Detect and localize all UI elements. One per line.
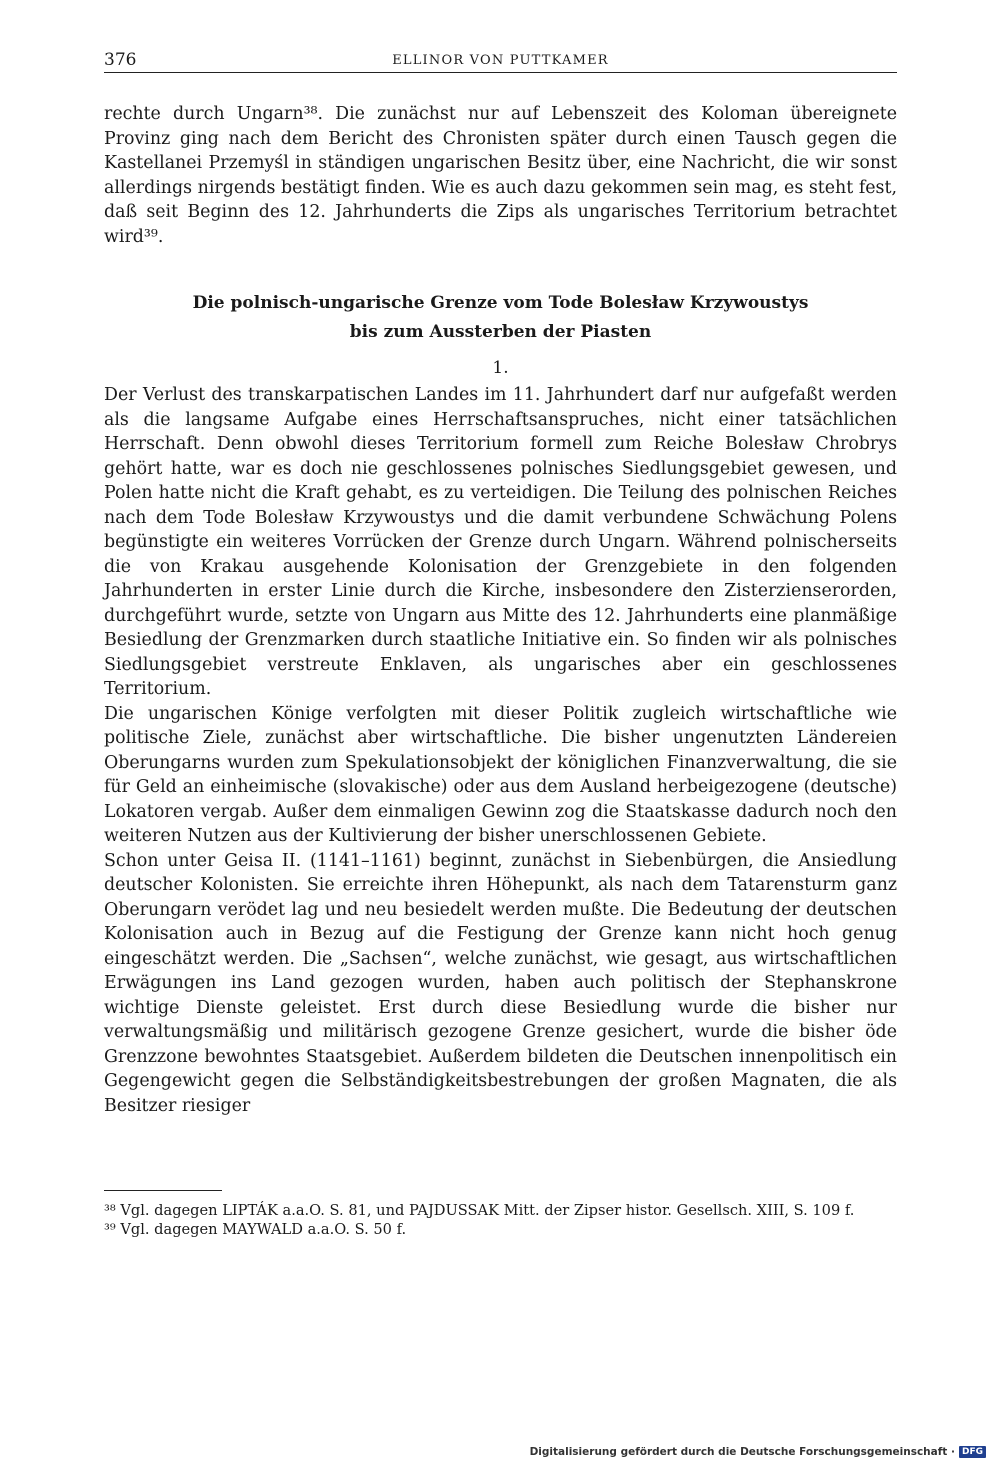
running-title: ELLINOR VON PUTTKAMER	[392, 53, 609, 68]
footnote: ³⁹ Vgl. dagegen MAYWALD a.a.O. S. 50 f.	[104, 1221, 407, 1238]
paragraph: Der Verlust des transkarpatischen Landes im 11. Jahrhundert darf nur aufgefaßt werden als die langsame Aufgabe eines Herrschaftsanspruches, nicht einer tatsächlichen Herrschaft. Denn obwohl dieses Territorium formell zum Reiche Bolesław Chrobrys gehört hatte, war es doch nie geschlossenes polnisches Siedlungsgebiet gewesen, und Polen hatte nicht die Kraft gehabt, es zu verteidigen. Die Teilung des polnischen Reiches nach dem Tode Bolesław Krzywoustys und die damit verbundene Schwächung Polens begünstigte ein weiteres Vorrücken der Grenze durch Ungarn. Während polnischerseits die von Krakau ausgehende Kolonisation der Grenzgebiete in den folgenden Jahrhunderten in erster Linie durch die Kirche, insbesondere den Zisterzienserorden, durchgeführt wurde, setzte von Ungarn aus Mitte des 12. Jahrhunderts eine planmäßige Besiedlung der Grenzmarken durch staatliche Initiative ein. So finden wir als polnisches Siedlungsgebiet verstreute Enklaven, als ungarisches aber ein geschlossenes Territorium.	[104, 385, 897, 699]
footnote: ³⁸ Vgl. dagegen LIPTÁK a.a.O. S. 81, und PAJDUSSAK Mitt. der Zipser histor. Gesellsch. XIII, S. 109 f.	[104, 1202, 855, 1219]
section-number: 1.	[492, 358, 509, 378]
footnotes	[104, 1201, 897, 1239]
digitization-credit	[530, 1446, 986, 1458]
section-heading-line: bis zum Aussterben der Piasten	[349, 322, 652, 342]
running-head	[104, 46, 897, 73]
paragraph: Schon unter Geisa II. (1141–1161) beginnt, zunächst in Siebenbürgen, die Ansiedlung deutscher Kolonisten. Sie erreichte ihren Höhepunkt, als nach dem Tatarensturm ganz Oberungarn verödet lag und neu besiedelt werden mußte. Die Bedeutung der deutschen Kolonisation auch in Bezug auf die Festigung der Grenze kann nicht hoch genug eingeschätzt werden. Die „Sachsen“, welche zunächst, wie gesagt, aus wirtschaftlichen Erwägungen ins Land gezogen wurden, haben auch politisch der Stephanskrone wichtige Dienste geleistet. Erst durch diese Besiedlung wurde die bisher nur verwaltungsmäßig und militärisch gezogene Grenze gesichert, wurde die bisher öde Grenzzone bewohntes Staatsgebiet. Außerdem bildeten die Deutschen innenpolitisch ein Gegengewicht gegen die Selbständigkeitsbestrebungen der großen Magnaten, die als Besitzer riesiger	[104, 850, 897, 1116]
dfg-logo-icon: DFG	[959, 1446, 986, 1458]
main-text-block	[104, 383, 897, 1118]
paragraph: Die ungarischen Könige verfolgten mit dieser Politik zugleich wirtschaftliche wie politische Ziele, zunächst aber wirtschaftliche. Die bisher ungenutzten Ländereien Oberungarns wurden zum Spekulationsobjekt der königlichen Finanzverwaltung, die sie für Geld an einheimische (slovakische) oder aus dem Ausland herbeigezogene (deutsche) Lokatoren vergab. Außer dem einmaligen Gewinn zog die Staatskasse dadurch noch den weiteren Nutzen aus der Kultivierung der bisher unerschlossenen Gebiete.	[104, 703, 897, 846]
section-heading-line: Die polnisch-ungarische Grenze vom Tode Bolesław Krzywoustys	[192, 293, 809, 313]
credit-text: Digitalisierung gefördert durch die Deutsche Forschungsgemeinschaft ·	[529, 1446, 955, 1458]
continued-paragraph-block	[104, 102, 897, 249]
page-number: 376	[104, 50, 137, 70]
paragraph: rechte durch Ungarn³⁸. Die zunächst nur auf Lebenszeit des Koloman übereignete Provinz ging nach dem Bericht des Chronisten später durch einen Tausch gegen die Kastellanei Przemyśl in ständigen ungarischen Besitz über, eine Nachricht, die wir sonst allerdings nirgends bestätigt finden. Wie es auch dazu gekommen sein mag, es steht fest, daß seit Beginn des 12. Jahrhunderts die Zips als ungarisches Territorium betrachtet wird³⁹.	[104, 104, 897, 247]
section-heading	[104, 289, 897, 347]
footnote-divider	[104, 1190, 222, 1191]
